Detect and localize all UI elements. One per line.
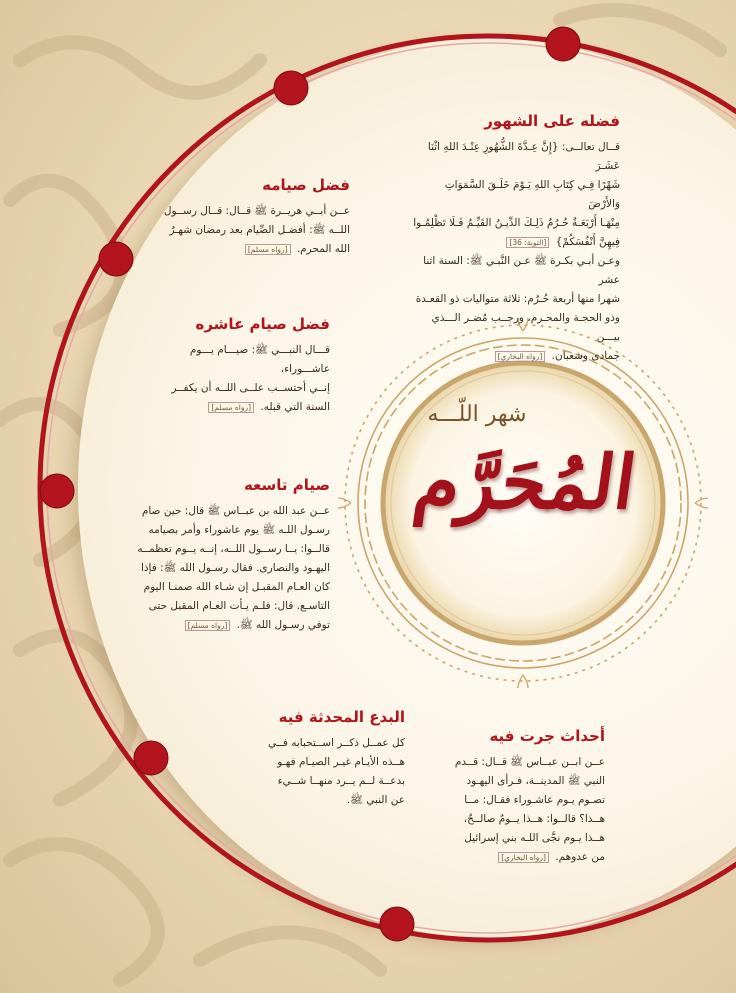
medallion-title: المُحَرَّم [408, 440, 642, 526]
text-line: عــن عبد الله بن عبــاس ﷺ قال: حين صام [141, 505, 330, 517]
medallion-subtitle: شهر اللّـــه [427, 402, 527, 427]
ring-dot-6 [380, 907, 414, 941]
section-fadl-shuhur [410, 112, 620, 366]
section-ahdath [420, 727, 605, 867]
ring-dot-5 [134, 741, 168, 775]
text-line: شهرا منها أربعة حُـرُم: ثلاثة متواليات ذو القعـدة [415, 293, 620, 305]
text-line: توفي رسـول الله ﷺ. [236, 619, 330, 631]
section-title: فضل صيامه [262, 176, 350, 194]
text-line: الله المحرم. [296, 243, 350, 255]
section-title: البدع المحدثة فيه [278, 708, 405, 726]
text-line: التاسـع. قال: فلـم يـأت العـام المقبل حتى [148, 600, 330, 612]
text-line: عن النبي ﷺ. [346, 794, 405, 806]
ring-dot-1 [546, 27, 580, 61]
text-line: هــذه الأيـام غيـر الصيـام فهـو [277, 756, 405, 768]
section-text [220, 734, 405, 810]
text-line: قـــال النبـــي ﷺ: صيـــام يـــوم عاشـــوراء، [189, 344, 330, 375]
text-line: إنــي أحتســب علــى اللــه أن يكفــر [171, 382, 330, 394]
text-line: اللــه ﷺ: أفضـل الصِّيام بعد رمضان شهـرُ [169, 224, 350, 236]
ring-dot-3 [99, 242, 133, 276]
section-title: أحداث جرت فيه [489, 727, 605, 745]
section-siyam-tasua [100, 476, 330, 635]
text-line: مِنْهَـا أَرْبَعَـةٌ حُـرُمٌ ذَلِـكَ الدِّيـنُ القَيِّـمُ فَـلَا تَظْلِمُـوا [413, 217, 620, 229]
section-text [140, 341, 330, 417]
text-line: عــن أبــي هريــرة ﷺ قــال: قــال رســول [163, 205, 350, 217]
text-line: وعـن أبـي بكـرة ﷺ عـن النَّبـي ﷺ: السنة اثنا عشر [423, 255, 620, 286]
section-title: فضله على الشهور [484, 112, 620, 130]
section-text [100, 502, 330, 635]
section-title: صيام تاسعه [243, 476, 330, 494]
text-line: اليهـود والنصارى. فقال رسـول الله ﷺ: فإذا [140, 562, 330, 574]
section-text [410, 138, 620, 366]
ring-dot-4 [40, 474, 74, 508]
text-line: رسـول اللـه ﷺ يوم عاشوراء وأمر بصيامه [148, 524, 330, 536]
text-line: عــن ابــن عبــاس ﷺ قــال: قــدم [454, 756, 605, 768]
source-tag: [التوبة: 36] [506, 237, 549, 248]
text-line: جمادى وشعبان. [551, 350, 620, 362]
source-tag: [رواه مسلم] [185, 620, 231, 631]
section-fadl-ashura [140, 315, 330, 417]
text-line: تصـوم يـوم عاشـوراء فقـال: مــا [464, 794, 605, 806]
text-line: قالــوا: يــا رســول اللــه، إنــه يــوم تعظمــه [137, 543, 330, 555]
section-bida [220, 708, 405, 810]
source-tag: [رواه البخاري] [495, 351, 546, 362]
source-tag: [رواه مسلم] [208, 402, 254, 413]
source-tag: [رواه البخاري] [498, 852, 549, 863]
text-line: السنة التي قبله. [260, 401, 330, 413]
section-fadl-siyamihi [160, 176, 350, 259]
text-line: قــال تعالــى: {إِنَّ عِـدَّةَ الشُّهُورِ عِنْـدَ اللهِ اثْنَا عَشَـرَ [427, 141, 620, 172]
section-text [420, 753, 605, 867]
text-line: كان العـام المقبـل إن شـاء الله صمنـا اليوم [143, 581, 330, 593]
text-line: بدعــة لــم يــرد منهــا شــيء [277, 775, 405, 787]
text-line: النبي ﷺ المدينــة، فـرأى اليهـود [466, 775, 605, 787]
section-title: فضل صيام عاشره [195, 315, 330, 333]
text-line: كل عمــل ذكــر اســتحبابه فــي [267, 737, 405, 749]
text-line: من عدوهم. [555, 851, 605, 863]
section-text [160, 202, 350, 259]
text-line: شَهْرًا فِـي كِتَابِ اللهِ يَـوْمَ خَلَـقَ السَّمَوَاتِ وَالأَرْضَ [444, 179, 620, 210]
text-line: فِيهِنَّ أَنْفُسَكُمْ} [555, 236, 620, 248]
source-tag: [رواه مسلم] [245, 244, 291, 255]
text-line: هــذا يـوم نجَّى اللـه بني إسرائيل [464, 832, 605, 844]
text-line: وذو الحجـة والمحـرم، ورجــب مُضـر الـــذي بيـــن [431, 312, 620, 343]
ring-dot-2 [274, 71, 308, 105]
text-line: هــذا؟ قالــوا: هــذا يــومٌ صالــحٌ، [463, 813, 605, 825]
